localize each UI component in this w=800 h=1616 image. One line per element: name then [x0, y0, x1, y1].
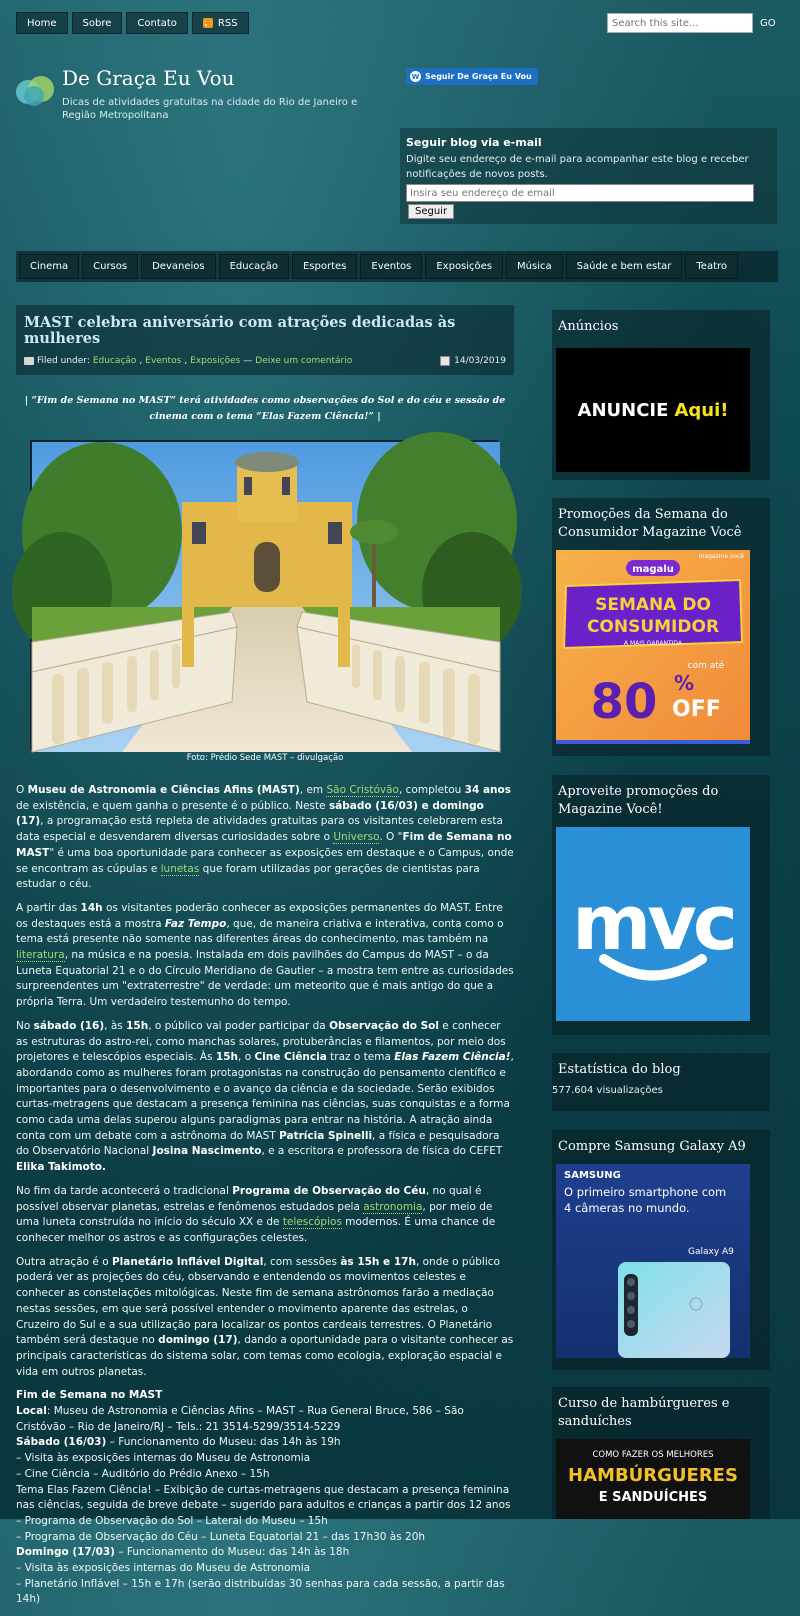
top-nav: [16, 12, 249, 34]
burger-banner[interactable]: [556, 1439, 750, 1519]
category-link-eventos[interactable]: Eventos: [145, 356, 182, 366]
cat-exposicoes[interactable]: Exposições: [425, 254, 503, 279]
site-description: Dicas de atividades gratuitas na cidade do Rio de Janeiro e Região Metropolitana: [62, 97, 358, 121]
cat-musica[interactable]: Música: [506, 254, 563, 279]
nav-home[interactable]: [16, 12, 68, 34]
promo-consumidor-widget: [552, 498, 770, 756]
follow-blog-button[interactable]: [406, 68, 538, 85]
promo-mvc-widget: [552, 775, 770, 1035]
promo-consumidor-banner[interactable]: [556, 550, 750, 744]
article-paragraph: O Museu de Astronomia e Ciências Afins (MAST), em São Cristóvão, completou 34 anos de existência, e quem ganha o presente é o público. Neste sábado (16/03) e domingo (17), a programação está repleta de atividades gratuitas para os visitantes celebrarem esta data especial e desvendarem diversas curiosidades sobre o Universo. O "Fim de Semana no MAST" é uma boa oportunidade para conhecer as exposições em destaque e o Campus, onde se encontram as cúpulas e lunetas que foram utilizadas por gerações de cientistas para estudar o céu.: [16, 784, 514, 891]
article-paragraph: Outra atração é o Planetário Inflável Digital, com sessões às 15h e 17h, onde o público poderá ver as projeções do céu, observando e entendendo os movimentos celestes e conhecer as constelações mitológicas. Neste fim de semana astrônomos farão a mediação nestas sessões, em que será possível entender o movimento aparente das estrelas, o Cruzeiro do Sul e a sua utilização para localizar os pontos cardeais terrestres. O Planetário também será destaque no domingo (17), dando a oportunidade para o visitante conhecer as principais características do sistema solar, com temas como ecologia, exploração espacial e vida em outros planetas.: [16, 1255, 514, 1378]
comment-link[interactable]: Deixe um comentário: [255, 356, 353, 366]
link-universo[interactable]: Universo: [333, 831, 380, 844]
cat-educacao[interactable]: Educação: [219, 254, 289, 279]
promo-mvc-title: Aproveite promoções do Magazine Você!: [558, 784, 719, 817]
link-literatura[interactable]: literatura: [16, 949, 65, 962]
cat-teatro[interactable]: Teatro: [685, 254, 738, 279]
nav-sobre-label: Sobre: [82, 17, 112, 29]
article-body: [16, 783, 514, 1616]
samsung-brand: SAMSUNG: [564, 1170, 621, 1181]
search-go-button[interactable]: GO: [760, 17, 776, 29]
nav-rss-label: RSS: [217, 17, 238, 29]
link-lunetas[interactable]: lunetas: [160, 862, 200, 875]
post-photo: [30, 440, 498, 750]
cat-saude[interactable]: Saúde e bem estar: [566, 254, 683, 279]
folder-icon: [24, 357, 34, 365]
rss-icon: [203, 18, 213, 28]
post-meta: Filed under: Educação , Eventos , Exposições — Deixe um comentário: [24, 356, 352, 366]
svg-text:%: %: [674, 671, 695, 695]
burger-title: Curso de hambúrgueres e sanduíches: [558, 1396, 730, 1429]
filed-under-label: Filed under:: [37, 356, 90, 366]
nav-contato[interactable]: [126, 12, 188, 34]
cat-devaneios[interactable]: Devaneios: [141, 254, 216, 279]
article-paragraph: A partir das 14h os visitantes poderão conhecer as exposições permanentes do MAST. Entre os destaques está a mostra Faz Tempo, que, de maneira criativa e interativa, conta como o tema está presente não somente nas diferentes áreas do conhecimento, mas também na literatura, na música e na poesia. Instalada em dois pavilhões do Campus do MAST – o da Luneta Equatorial 21 e o do Círculo Meridiano de Gautier – a mostra tem entre as curiosidades surpreendentes um "extraterrestre" de verdade: um meteorito que é mais antigo do que a própria Terra. Um verdadeiro testemunho do tempo.: [16, 901, 514, 1009]
article-paragraph: No fim da tarde acontecerá o tradicional Programa de Observação do Céu, no qual é possível observar planetas, estrelas e fenômenos estudados pela astronomia, por meio de uma luneta construída no início do século XX e de telescópios modernos. É uma chance de conhecer melhor os astros e as configurações celestes.: [16, 1184, 496, 1244]
cat-cinema[interactable]: Cinema: [19, 254, 79, 279]
cat-esportes[interactable]: Esportes: [292, 254, 357, 279]
site-title[interactable]: De Graça Eu Vou: [62, 66, 235, 90]
samsung-model: Galaxy A9: [688, 1247, 734, 1257]
svg-text:4 câmeras no mundo.: 4 câmeras no mundo.: [564, 1201, 690, 1215]
post-date: [440, 356, 506, 366]
follow-blog-label: Seguir De Graça Eu Vou: [425, 72, 532, 81]
promo-line2: CONSUMIDOR: [586, 617, 720, 637]
magalu-label: magalu: [632, 564, 674, 575]
calendar-icon: [440, 356, 450, 366]
category-link-educacao[interactable]: Educação: [92, 356, 137, 366]
stats-value: 577.604 visualizações: [552, 1085, 663, 1096]
burger-line2: HAMBÚRGUERES: [568, 1465, 738, 1486]
promo-tag: A MAIS GARANTIDA: [623, 640, 683, 647]
cat-cursos[interactable]: Cursos: [82, 254, 138, 279]
promo-com-ate: com até: [687, 661, 725, 671]
stats-widget: [552, 1053, 770, 1111]
email-subscribe-widget: [400, 128, 777, 224]
stats-title: Estatística do blog: [558, 1062, 681, 1077]
burger-line3: E SANDUÍCHES: [598, 1490, 708, 1505]
mvc-logo-text: mvc: [572, 878, 734, 967]
link-astronomia[interactable]: astronomia: [363, 1200, 423, 1213]
email-field[interactable]: [406, 184, 754, 202]
site-logo-icon[interactable]: [16, 72, 56, 108]
anuncie-label: ANUNCIE: [577, 399, 669, 421]
samsung-banner[interactable]: [556, 1164, 750, 1358]
post-title[interactable]: MAST celebra aniversário com atrações dedicadas às mulheres: [24, 314, 456, 347]
promo-percent: 80: [590, 674, 658, 730]
post-header: [16, 305, 514, 375]
samsung-title: Compre Samsung Galaxy A9: [558, 1139, 746, 1154]
nav-contato-label: Contato: [137, 17, 177, 29]
wordpress-icon: W: [411, 72, 420, 81]
svg-text:O primeiro smartphone com: O primeiro smartphone com: [564, 1185, 727, 1199]
category-nav: [16, 251, 778, 282]
article-paragraph: No sábado (16), às 15h, o público vai poder participar da Observação do Sol e conhecer as estruturas do astro-rei, como manchas solares, protuberâncias e filamentos, por meio dos projetores e telescópios especiais. Às 15h, o Cine Ciência traz o tema Elas Fazem Ciência!, abordando como as mulheres foram protagonistas na construção do pensamento científico e importantes para o desenvolvimento e o avanço da ciência e da sociedade. Serão exibidos curtas-metragens que destacam a presença feminina nas ciências, suas conquistas e a forma como cada uma delas superou alguns paradigmas para entrar na história. A atração ainda conta com um debate com a astrônoma do MAST Patrícia Spinelli, a física e pesquisadora do Observatório Nacional Josina Nascimento, e a escritora e professora de física do CEFET Elika Takimoto.: [16, 1019, 514, 1174]
mvc-banner[interactable]: [556, 827, 750, 1021]
subscribe-text: Digite seu endereço de e-mail para acompanhar este blog e receber notificações de novos posts.: [406, 154, 749, 180]
nav-rss[interactable]: [192, 12, 249, 34]
nav-home-label: Home: [27, 17, 57, 29]
link-telescopios[interactable]: telescópios: [282, 1216, 342, 1229]
article-schedule: Fim de Semana no MAST Local: Museu de Astronomia e Ciências Afins – MAST – Rua General Bruce, 586 – São Cristóvão – Rio de Janeiro/RJ – Tels.: 21 3514-5299/3514-5229 Sábado (16/03) – Funcionamento do Museu: das 14h às 19h – Visita às exposições internas do Museu de Astronomia – Cine Ciência – Auditório do Prédio Anexo – 15h Tema Elas Fazem Ciência! – Exibição de curtas-metragens que destacam a presença feminina nas ciências, seguida de breve debate – sugerido para adultos e crianças a partir dos 12 anos – Programa de Observação do Sol – Lateral do Museu – 15h – Programa de Observação do Céu – Luneta Equatorial 21 – das 17h30 às 20h Domingo (17/03) – Funcionamento do Museu: das 14h às 18h – Visita às exposições internas do Museu de Astronomia – Planetário Inflável – 15h e 17h (serão distribuídas 30 senhas para cada sessão, a partir das 14h): [16, 1389, 511, 1606]
aqui-label: Aqui!: [674, 399, 729, 421]
promo-line1: SEMANA DO: [595, 595, 711, 615]
ads-title: Anúncios: [558, 319, 619, 334]
ads-widget: [552, 310, 770, 480]
photo-caption: Foto: Prédio Sede MAST – divulgação: [186, 753, 344, 763]
nav-sobre[interactable]: [72, 12, 123, 34]
burger-line1: COMO FAZER OS MELHORES: [592, 1450, 714, 1460]
burger-widget: [552, 1387, 770, 1519]
post-date-text: 14/03/2019: [454, 356, 506, 366]
promo-corner-label: magazine você: [698, 553, 744, 560]
subscribe-button[interactable]: Seguir: [408, 204, 454, 219]
cat-eventos[interactable]: Eventos: [360, 254, 422, 279]
anuncie-banner[interactable]: [556, 348, 750, 472]
promo-consumidor-title: Promoções da Semana do Consumidor Magazine Você: [558, 507, 742, 540]
search-input[interactable]: [607, 13, 753, 33]
link-sao-cristovao[interactable]: São Cristóvão: [326, 784, 399, 796]
samsung-widget: [552, 1130, 770, 1370]
post-lead: | “Fim de Semana no MAST” terá atividades como observações do Sol e do céu e sessão de cinema com o tema “Elas Fazem Ciência!” |: [24, 395, 506, 422]
site-search: [607, 13, 776, 33]
subscribe-title: Seguir blog via e-mail: [406, 136, 542, 149]
promo-off: OFF: [672, 697, 721, 722]
category-link-exposicoes[interactable]: Exposições: [190, 356, 241, 366]
